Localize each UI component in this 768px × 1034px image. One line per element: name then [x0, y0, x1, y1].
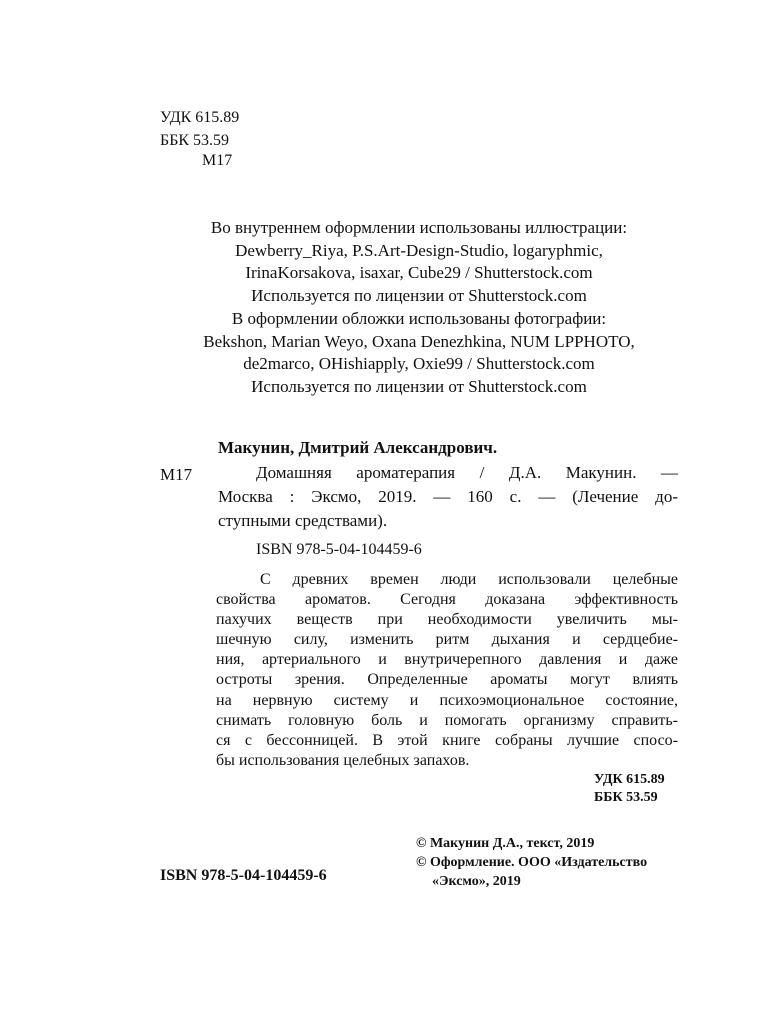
cover-credit-line: de2marco, OHishiapply, Oxie99 / Shutterstock.com — [243, 354, 595, 374]
annotation-line: снимать головную боль и помогать организму справить- — [216, 711, 678, 729]
record-isbn: ISBN 978-5-04-104459-6 — [256, 541, 422, 558]
annotation-line: С древних времен люди использовали целебные — [260, 571, 678, 588]
copyright-design-cont: «Эксмо», 2019 — [432, 874, 521, 889]
cover-credit-line: В оформлении обложки использованы фотографии: — [231, 309, 607, 328]
author-mark: М17 — [202, 152, 233, 169]
annotation-line: шечную силу, изменить ритм дыхания и сердцебие- — [216, 631, 678, 649]
copyright-design: © Оформление. ООО «Издательство — [416, 855, 648, 870]
cover-credit-line: Используется по лицензии от Shutterstock.com — [251, 377, 587, 397]
description-line: Москва : Эксмо, 2019. — 160 с. — (Лечение до- — [218, 487, 678, 506]
annotation-line: пахучих веществ при необходимости увеличить мы- — [216, 611, 678, 629]
cover-credits — [150, 308, 688, 399]
copyright-text: © Макунин Д.А., текст, 2019 — [416, 836, 595, 851]
interior-credit-line: Dewberry_Riya, P.S.Art-Design-Studio, logaryphmic, — [235, 240, 603, 260]
bibliographic-mark: М17 — [160, 465, 193, 484]
udk-code: УДК 615.89 — [160, 109, 240, 126]
annotation-udk: УДК 615.89 — [594, 772, 665, 787]
annotation-line: остроты зрения. Определенные ароматы могут влиять — [216, 671, 678, 689]
footer-isbn: ISBN 978-5-04-104459-6 — [160, 867, 327, 884]
annotation-line: свойства ароматов. Сегодня доказана эффективность — [216, 591, 678, 609]
interior-credits — [150, 217, 688, 308]
description-line: ступными средствами). — [218, 511, 388, 530]
interior-credit-line: Используется по лицензии от Shutterstock.com — [251, 286, 587, 306]
annotation-line: ся с бессонницей. В этой книге собраны лучшие спосо- — [216, 731, 678, 749]
bibliographic-description — [218, 461, 678, 533]
annotation-line: бы использования целебных запахов. — [216, 751, 470, 769]
interior-credit-line: Во внутреннем оформлении использованы иллюстрации: — [210, 218, 628, 237]
description-line: Домашняя ароматерапия / Д.А. Макунин. — — [256, 463, 678, 482]
bbk-code: ББК 53.59 — [160, 132, 230, 149]
interior-credit-line: IrinaKorsakova, isaxar, Cube29 / Shutterstock.com — [245, 263, 593, 283]
annotation-line: ния, артериального и внутричерепного давления и даже — [216, 651, 678, 669]
annotation-bbk: ББК 53.59 — [594, 790, 658, 805]
author-heading: Макунин, Дмитрий Александрович. — [218, 438, 498, 457]
cover-credit-line: Bekshon, Marian Weyo, Oxana Denezhkina, NUM LPPHOTO, — [203, 331, 635, 351]
annotation-line: на нервную систему и психоэмоциональное состояние, — [216, 691, 678, 709]
annotation — [216, 570, 678, 771]
